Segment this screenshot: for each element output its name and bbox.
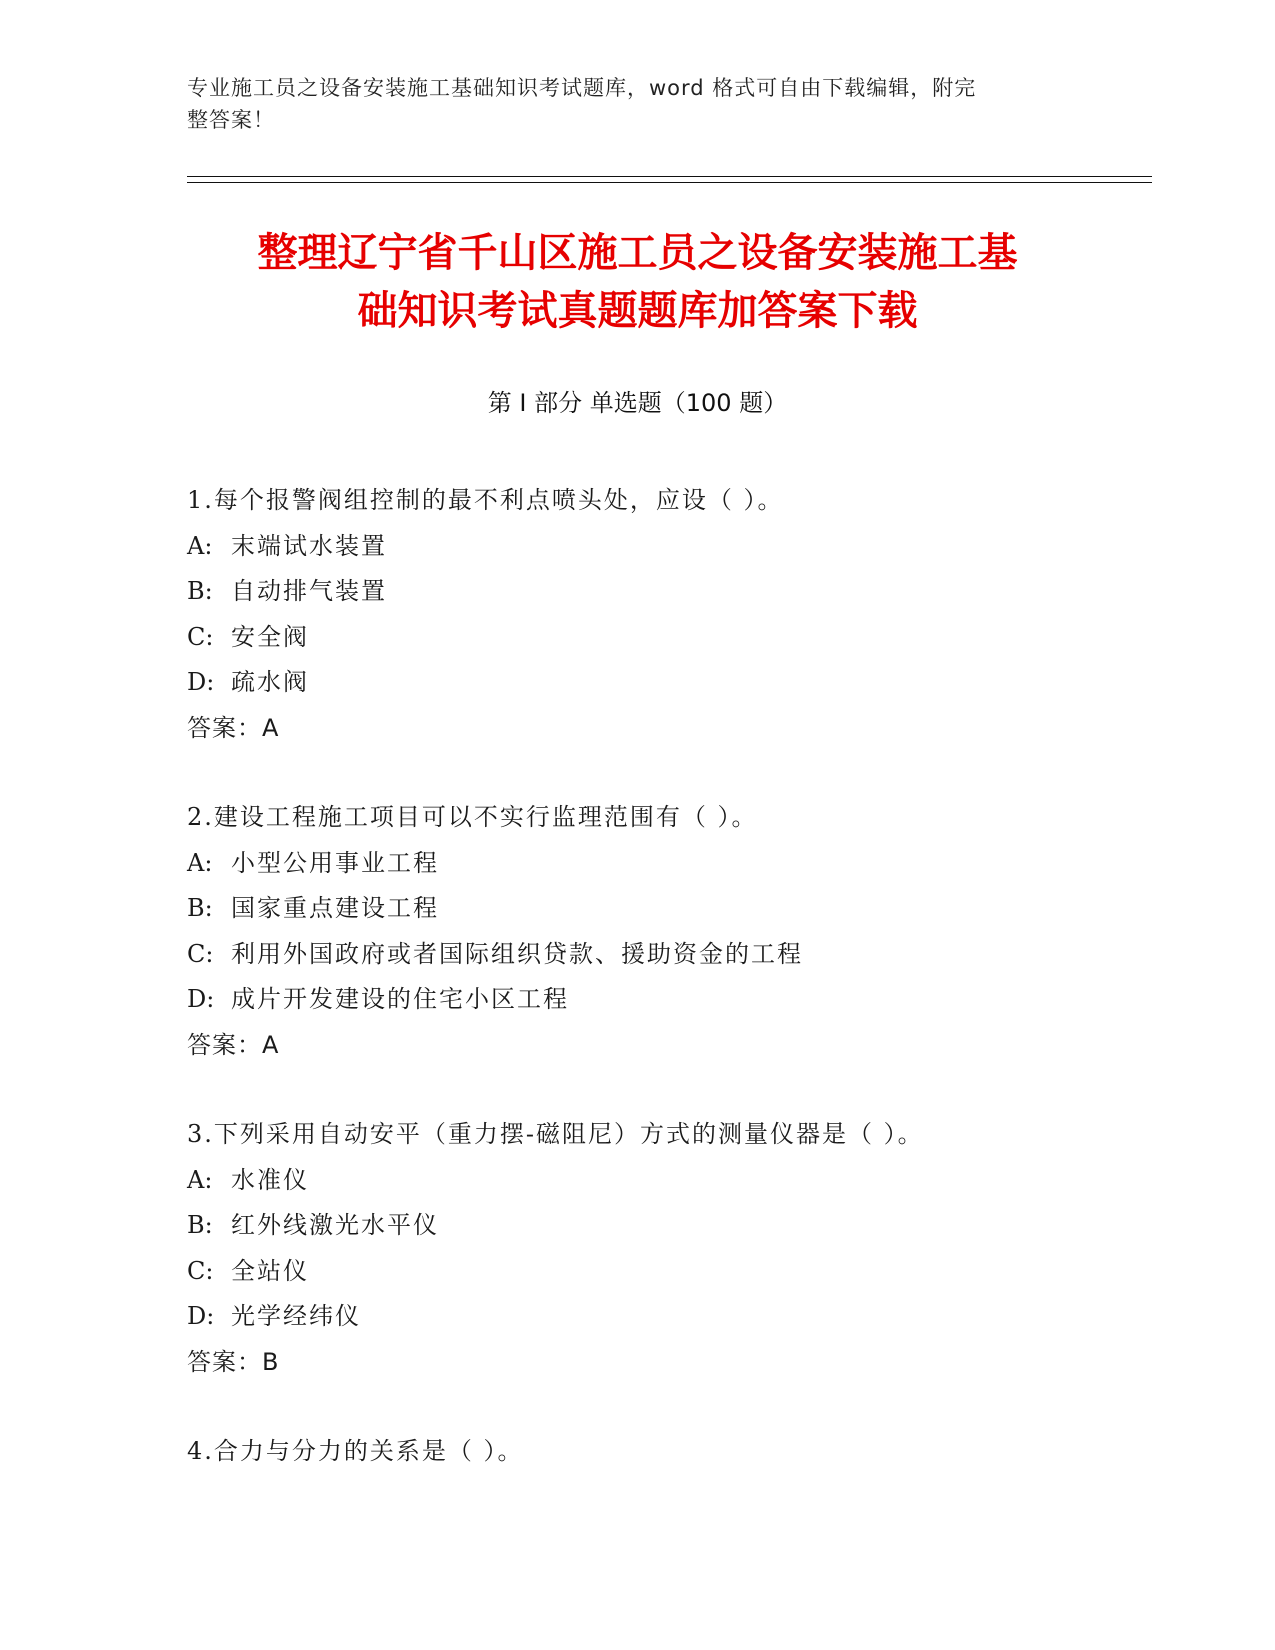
option-text: 安全阀	[231, 622, 309, 651]
option-d	[187, 977, 1147, 1023]
question-1	[187, 478, 1147, 751]
option-text: 全站仪	[231, 1256, 309, 1285]
option-c	[187, 932, 1147, 978]
question-stem: 3.下列采用自动安平（重力摆-磁阻尼）方式的测量仪器是（ ）。	[187, 1120, 924, 1148]
header-note-line-2: 整答案！	[187, 108, 275, 132]
option-b	[187, 1203, 1147, 1249]
option-key: C:	[187, 1256, 214, 1285]
header-divider-bottom	[187, 182, 1152, 183]
option-key: C:	[187, 939, 214, 968]
option-text: 小型公用事业工程	[231, 848, 439, 877]
option-key: C:	[187, 622, 214, 651]
option-b	[187, 569, 1147, 615]
answer: 答案：A	[187, 713, 280, 742]
answer: 答案：A	[187, 1030, 280, 1059]
question-4	[187, 1429, 1147, 1475]
option-key: D:	[187, 1302, 215, 1330]
option-key: B:	[187, 894, 213, 922]
option-key: D:	[187, 668, 215, 696]
option-a	[187, 1158, 1147, 1204]
question-stem: 1.每个报警阀组控制的最不利点喷头处，应设（ ）。	[187, 486, 784, 514]
option-text: 国家重点建设工程	[231, 894, 439, 922]
question-2	[187, 795, 1147, 1068]
option-key: A:	[187, 531, 213, 560]
option-text: 疏水阀	[231, 668, 309, 696]
option-text: 利用外国政府或者国际组织贷款、援助资金的工程	[231, 939, 803, 968]
option-text: 红外线激光水平仪	[231, 1211, 439, 1239]
document-title-line-1: 整理辽宁省千山区施工员之设备安装施工基	[257, 230, 1018, 276]
option-text: 成片开发建设的住宅小区工程	[231, 985, 569, 1013]
option-key: A:	[187, 1165, 213, 1194]
answer: 答案：B	[187, 1347, 280, 1376]
header-note-line-1: 专业施工员之设备安装施工基础知识考试题库，word 格式可自由下载编辑，附完	[187, 76, 977, 100]
option-c	[187, 615, 1147, 661]
option-key: B:	[187, 577, 213, 605]
option-c	[187, 1249, 1147, 1295]
option-a	[187, 841, 1147, 887]
option-text: 水准仪	[231, 1165, 309, 1194]
option-key: A:	[187, 848, 213, 877]
header-divider-top	[187, 176, 1152, 177]
header-note	[187, 72, 1077, 136]
option-text: 末端试水装置	[231, 531, 387, 560]
question-stem: 2.建设工程施工项目可以不实行监理范围有（ ）。	[187, 803, 758, 831]
option-d	[187, 660, 1147, 706]
option-text: 光学经纬仪	[231, 1302, 361, 1330]
section-title: 第 I 部分 单选题（100 题）	[487, 389, 788, 417]
option-key: B:	[187, 1211, 213, 1239]
question-list	[187, 478, 1147, 1475]
option-key: D:	[187, 985, 215, 1013]
document-title-line-2: 础知识考试真题题库加答案下载	[357, 288, 918, 334]
option-d	[187, 1294, 1147, 1340]
document-title	[150, 224, 1125, 340]
question-stem: 4.合力与分力的关系是（ ）。	[187, 1437, 524, 1465]
option-text: 自动排气装置	[231, 577, 387, 605]
option-b	[187, 886, 1147, 932]
option-a	[187, 524, 1147, 570]
question-3	[187, 1112, 1147, 1385]
